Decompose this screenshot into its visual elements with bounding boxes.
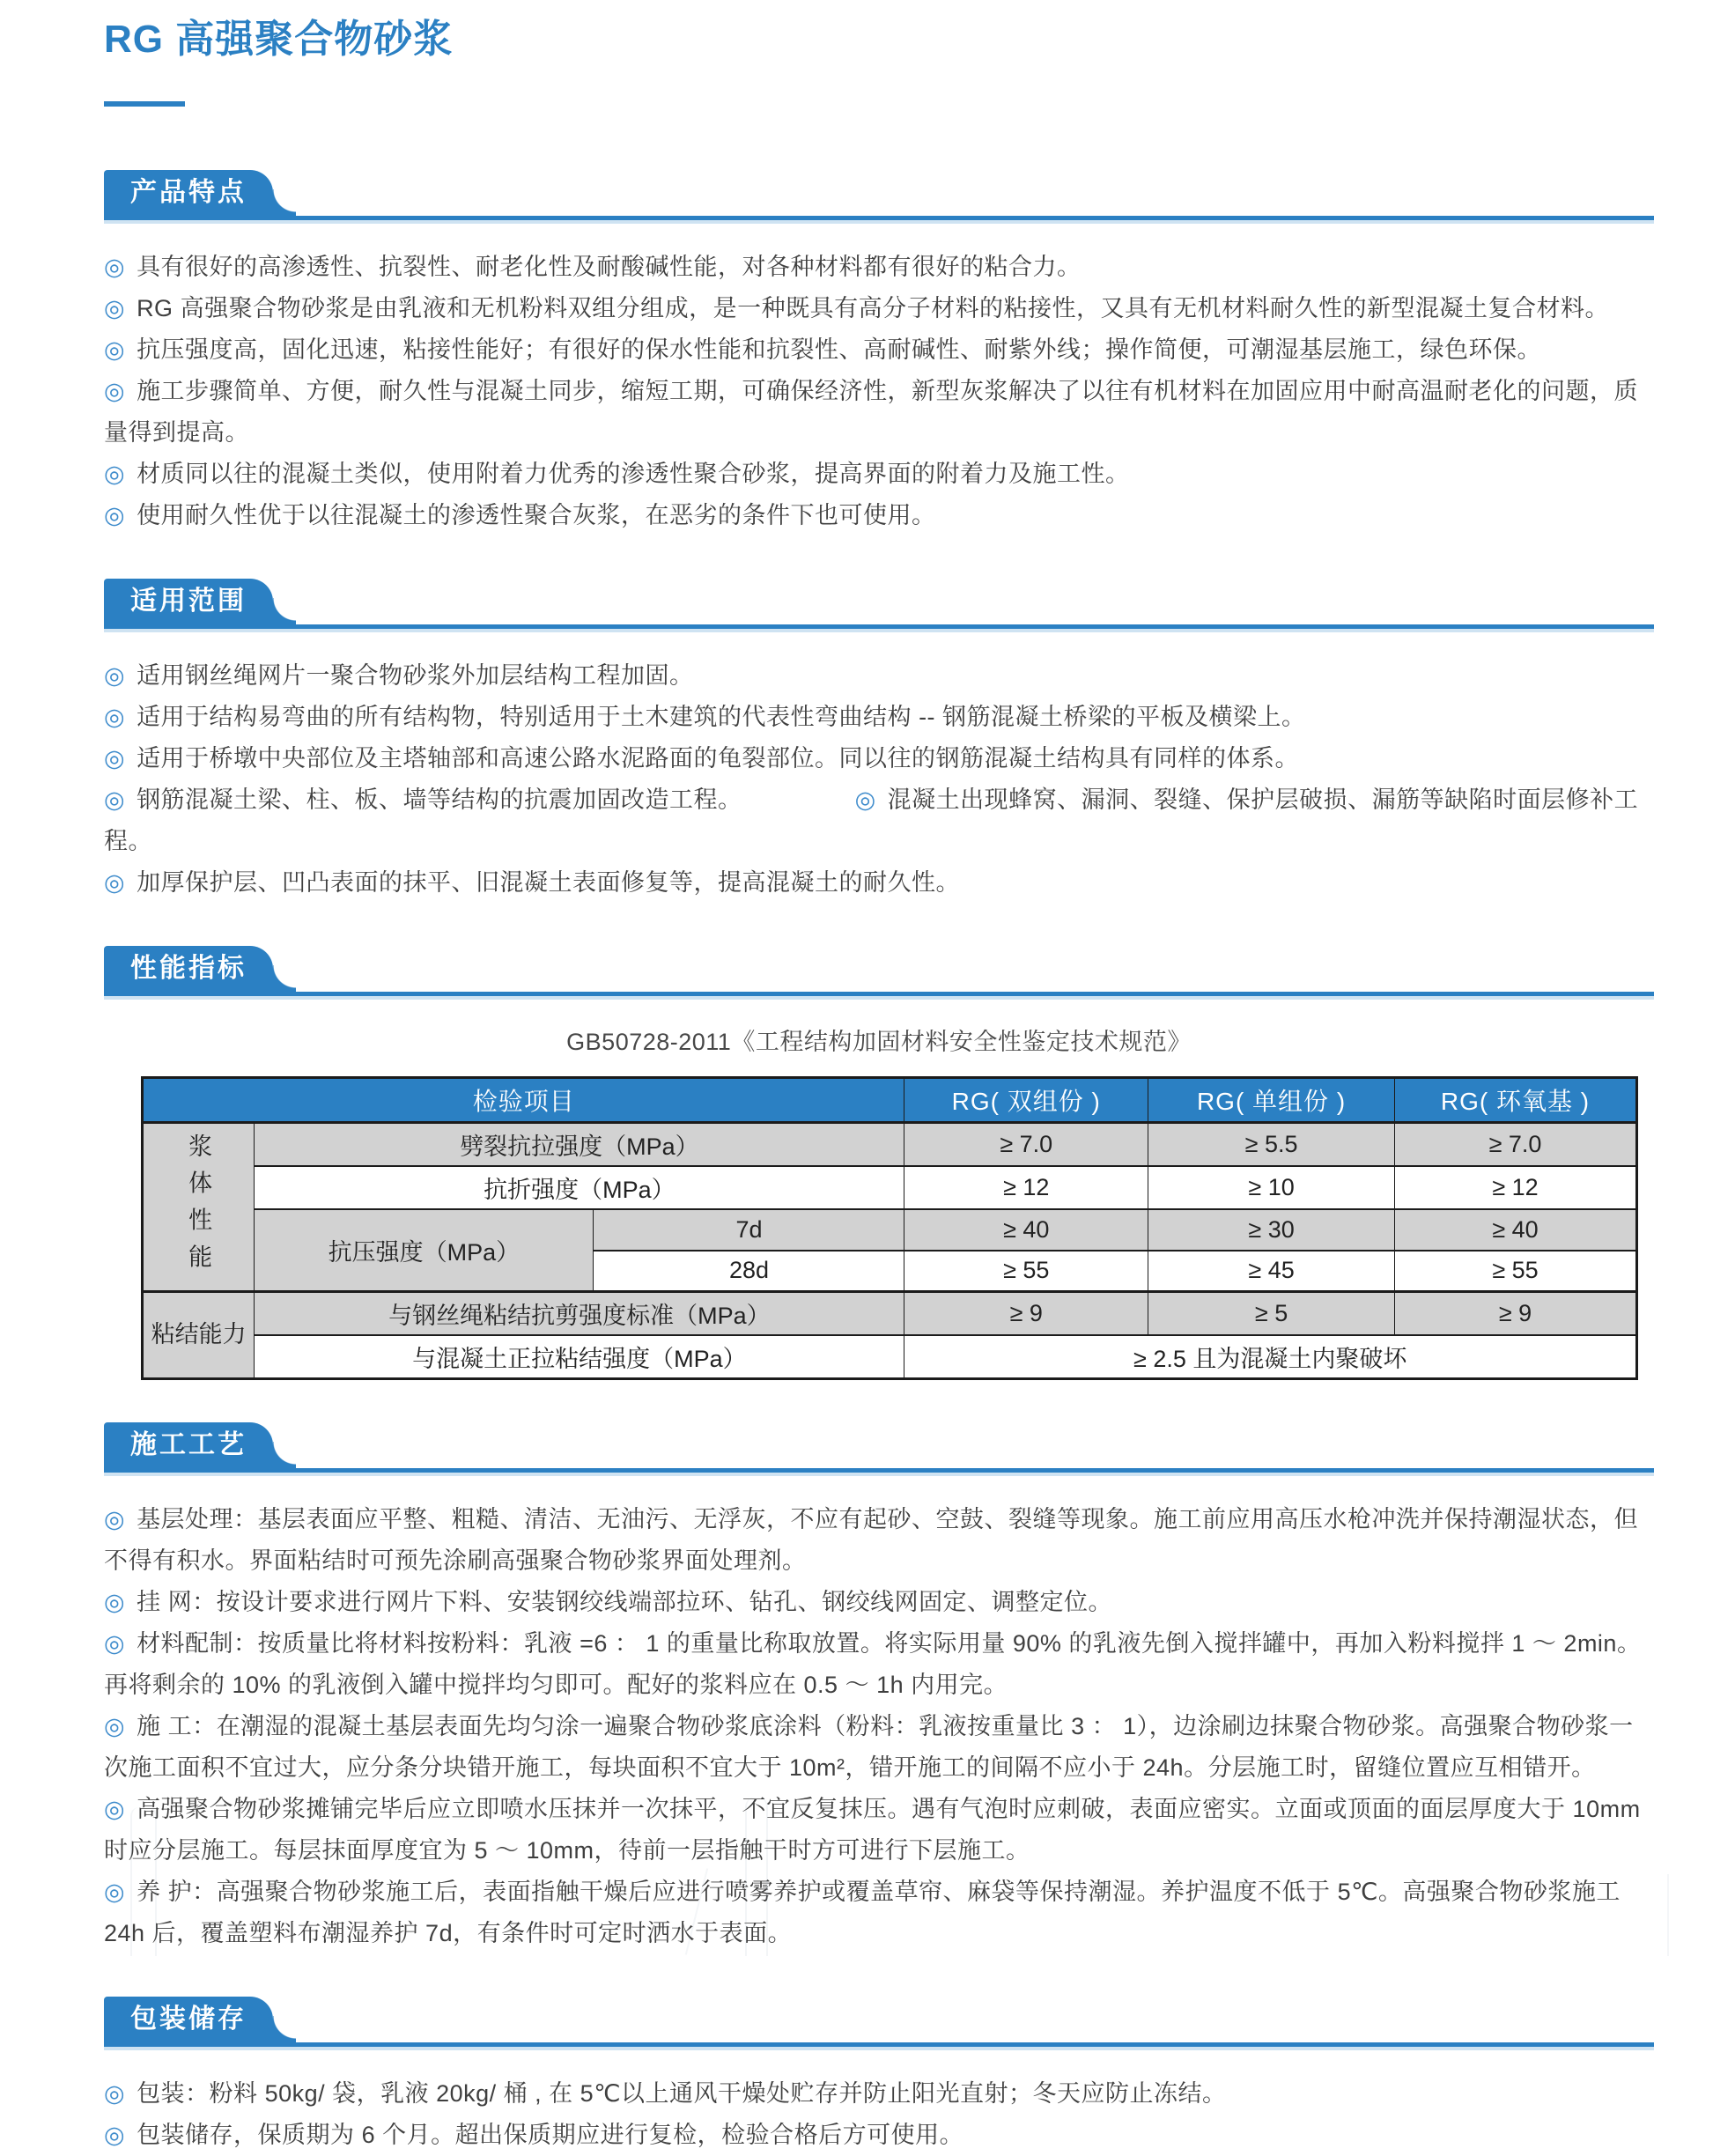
row-value: ≥ 30 [1148, 1209, 1395, 1251]
row-merged-value: ≥ 2.5 且为混凝土内聚破坏 [904, 1335, 1637, 1379]
list-item-text: 适用钢丝绳网片一聚合物砂浆外加层结构工程加固。 [137, 661, 694, 689]
list-item-text: 加厚保护层、凹凸表面的抹平、旧混凝土表面修复等，提高混凝土的耐久性。 [137, 868, 961, 896]
list-item-pair [104, 779, 1654, 862]
list-item [104, 655, 1654, 697]
list-item-text: 材质同以往的混凝土类似，使用附着力优秀的渗透性聚合砂浆，提高界面的附着力及施工性。 [137, 460, 1130, 487]
bullet-icon: ◎ [104, 294, 126, 321]
row-group-label: 粘结能力 [143, 1292, 255, 1379]
table-row [143, 1166, 1637, 1209]
section-rule [104, 2042, 1654, 2047]
row-value: ≥ 12 [904, 1166, 1148, 1209]
section-features [104, 170, 1654, 536]
list-item-text: 混凝土出现蜂窝、漏洞、裂缝、保护层破损、漏筋等缺陷时面层修补工程。 [104, 786, 1639, 854]
list-item [104, 247, 1654, 288]
section-tab-performance [104, 946, 273, 992]
section-tab-packaging [104, 1997, 273, 2042]
list-item-text: 抗压强度高，固化迅速，粘接性能好；有很好的保水性能和抗裂性、高耐碱性、耐紫外线；操作简便，可潮湿基层施工，绿色环保。 [137, 336, 1542, 363]
list-item [104, 495, 1654, 536]
bullet-icon: ◎ [104, 744, 126, 772]
list-item-text: 适用于结构易弯曲的所有结构物，特别适用于土木建筑的代表性弯曲结构 -- 钢筋混凝土桥梁的平板及横梁上。 [137, 703, 1306, 730]
feature-list [104, 247, 1654, 536]
row-value: ≥ 9 [904, 1292, 1148, 1336]
bullet-icon: ◎ [104, 1796, 126, 1823]
list-item [104, 454, 1654, 495]
section-header [104, 946, 1654, 996]
section-rule [104, 624, 1654, 629]
bullet-icon: ◎ [104, 1713, 126, 1740]
packaging-list [104, 2073, 1654, 2156]
page-title: RG 高强聚合物砂浆 [104, 18, 454, 61]
section-heading: 产品特点 [130, 177, 247, 207]
table-row [143, 1122, 1637, 1166]
list-item [104, 2073, 1654, 2115]
section-rule [104, 1468, 1654, 1473]
section-tab-scope [104, 579, 273, 624]
row-value: ≥ 12 [1395, 1166, 1637, 1209]
row-name: 抗压强度（MPa） [255, 1209, 594, 1292]
list-item [104, 329, 1654, 371]
bullet-icon: ◎ [104, 703, 126, 730]
table-header-cell: RG( 环氧基 ) [1395, 1077, 1637, 1122]
row-value: ≥ 45 [1148, 1251, 1395, 1292]
table-header-cell: 检验项目 [143, 1077, 904, 1122]
row-value: ≥ 10 [1148, 1166, 1395, 1209]
list-item-text: 材料配制：按质量比将材料按粉料：乳液 =6 ： 1 的重量比称取放置。将实际用量 90% 的乳液先倒入搅拌罐中，再加入粉料搅拌 1 ～ 2min。再将剩余的 10% 的乳液倒入罐中搅拌均匀即可。配好的浆料应在 0.5 ～ 1h 内用完。 [104, 1630, 1642, 1699]
list-item [104, 1623, 1654, 1706]
list-item [104, 1706, 1654, 1789]
section-header [104, 170, 1654, 220]
bullet-icon: ◎ [854, 786, 876, 813]
bullet-icon: ◎ [104, 501, 126, 528]
table-caption: GB50728-2011《工程结构加固材料安全性鉴定技术规范》 [566, 1028, 1192, 1055]
section-packaging [104, 1997, 1654, 2156]
bullet-icon: ◎ [104, 868, 126, 896]
list-item-text: 挂 网：按设计要求进行网片下料、安装钢绞线端部拉环、钻孔、钢绞线网固定、调整定位。 [137, 1589, 1113, 1616]
section-header [104, 579, 1654, 629]
section-scope [104, 579, 1654, 904]
section-performance [104, 946, 1654, 1381]
bullet-icon: ◎ [104, 1630, 126, 1658]
section-rule [104, 992, 1654, 996]
row-value: ≥ 40 [1395, 1209, 1637, 1251]
list-item [104, 738, 1654, 779]
performance-table [141, 1076, 1638, 1381]
bullet-icon: ◎ [104, 1879, 126, 1906]
row-value: ≥ 5.5 [1148, 1122, 1395, 1166]
row-value: ≥ 5 [1148, 1292, 1395, 1336]
section-heading: 适用范围 [130, 586, 247, 616]
row-value: ≥ 40 [904, 1209, 1148, 1251]
scope-list [104, 655, 1654, 904]
bullet-icon: ◎ [104, 786, 126, 813]
row-name: 劈裂抗拉强度（MPa） [255, 1122, 904, 1166]
list-item-text: 基层处理：基层表面应平整、粗糙、清洁、无油污、无浮灰，不应有起砂、空鼓、裂缝等现象。施工前应用高压水枪冲洗并保持潮湿状态，但不得有积水。界面粘结时可预先涂刷高强聚合物砂浆界面处理剂。 [104, 1506, 1639, 1575]
list-item [104, 697, 1654, 738]
section-heading: 包装储存 [130, 2005, 247, 2034]
list-item [104, 862, 1654, 904]
list-item-text: 包装：粉料 50kg/ 袋，乳液 20kg/ 桶 , 在 5℃以上通风干燥处贮存并防止阳光直射；冬天应防止冻结。 [137, 2080, 1227, 2108]
section-rule [104, 216, 1654, 220]
table-row [143, 1335, 1637, 1379]
row-subname: 7d [594, 1209, 904, 1251]
table-header-row [143, 1077, 1637, 1122]
list-item-text: 钢筋混凝土梁、柱、板、墙等结构的抗震加固改造工程。 [137, 786, 742, 813]
list-item-text: 施工步骤简单、方便，耐久性与混凝土同步，缩短工期，可确保经济性，新型灰浆解决了以往有机材料在加固应用中耐高温耐老化的问题，质量得到提高。 [104, 377, 1639, 446]
section-header [104, 1422, 1654, 1473]
document-header [104, 18, 1654, 107]
list-item-text: 使用耐久性优于以往混凝土的渗透性聚合灰浆，在恶劣的条件下也可使用。 [137, 501, 936, 528]
bullet-icon: ◎ [104, 2080, 126, 2108]
bullet-icon: ◎ [104, 377, 126, 404]
list-item [104, 1872, 1654, 1954]
list-item [104, 2115, 1654, 2156]
bullet-icon: ◎ [104, 1506, 126, 1533]
row-name: 与混凝土正拉粘结强度（MPa） [255, 1335, 904, 1379]
list-item-text: 高强聚合物砂浆摊铺完毕后应立即喷水压抹并一次抹平，不宜反复抹压。遇有气泡时应刺破，表面应密实。立面或顶面的面层厚度大于 10mm 时应分层施工。每层抹面厚度宜为 5 ～ 10mm，待前一层指触干时方可进行下层施工。 [104, 1796, 1641, 1864]
list-item-text: RG 高强聚合物砂浆是由乳液和无机粉料双组分组成，是一种既具有高分子材料的粘接性，又具有无机材料耐久性的新型混凝土复合材料。 [137, 294, 1610, 321]
list-item [104, 1582, 1654, 1623]
section-tab-features [104, 170, 273, 216]
list-item [104, 288, 1654, 329]
row-name: 与钢丝绳粘结抗剪强度标准（MPa） [255, 1292, 904, 1336]
row-value: ≥ 7.0 [904, 1122, 1148, 1166]
table-row [143, 1209, 1637, 1251]
row-value: ≥ 9 [1395, 1292, 1637, 1336]
list-item [104, 1789, 1654, 1872]
bullet-icon: ◎ [104, 2122, 126, 2149]
section-tab-process [104, 1422, 273, 1468]
section-heading: 施工工艺 [130, 1430, 247, 1460]
row-subname: 28d [594, 1251, 904, 1292]
table-row [143, 1292, 1637, 1336]
table-header-cell: RG( 单组份 ) [1148, 1077, 1395, 1122]
bullet-icon: ◎ [104, 253, 126, 280]
section-heading: 性能指标 [130, 953, 247, 983]
list-item-text: 施 工：在潮湿的混凝土基层表面先均匀涂一遍聚合物砂浆底涂料（粉料：乳液按重量比 3 ： 1），边涂刷边抹聚合物砂浆。高强聚合物砂浆一次施工面积不宜过大，应分条分块错开施工，每块面积不宜大于 10m²，错开施工的间隔不应小于 24h。分层施工时，留缝位置应互相错开。 [104, 1713, 1634, 1782]
section-header [104, 1997, 1654, 2047]
bullet-icon: ◎ [104, 336, 126, 363]
list-item-text: 适用于桥墩中央部位及主塔轴部和高速公路水泥路面的龟裂部位。同以往的钢筋混凝土结构具有同样的体系。 [137, 744, 1300, 772]
section-process [104, 1422, 1654, 1954]
title-underline [104, 101, 185, 107]
table-header-cell: RG( 双组份 ) [904, 1077, 1148, 1122]
row-group-label: 浆体性能 [143, 1122, 255, 1292]
list-item-text: 养 护：高强聚合物砂浆施工后，表面指触干燥后应进行喷雾养护或覆盖草帘、麻袋等保持潮湿。养护温度不低于 5℃。高强聚合物砂浆施工 24h 后，覆盖塑料布潮湿养护 7d，有条件时可定时洒水于表面。 [104, 1879, 1621, 1947]
bullet-icon: ◎ [104, 661, 126, 689]
row-name: 抗折强度（MPa） [255, 1166, 904, 1209]
list-item [104, 1499, 1654, 1582]
bullet-icon: ◎ [104, 460, 126, 487]
list-item-text: 包装储存，保质期为 6 个月。超出保质期应进行复检，检验合格后方可使用。 [137, 2122, 964, 2149]
watermark-decoration [1667, 1874, 1669, 1956]
row-value: ≥ 55 [1395, 1251, 1637, 1292]
list-item [104, 371, 1654, 454]
row-value: ≥ 55 [904, 1251, 1148, 1292]
row-value: ≥ 7.0 [1395, 1122, 1637, 1166]
process-list [104, 1499, 1654, 1954]
bullet-icon: ◎ [104, 1589, 126, 1616]
list-item-text: 具有很好的高渗透性、抗裂性、耐老化性及耐酸碱性能，对各种材料都有很好的粘合力。 [137, 253, 1082, 280]
